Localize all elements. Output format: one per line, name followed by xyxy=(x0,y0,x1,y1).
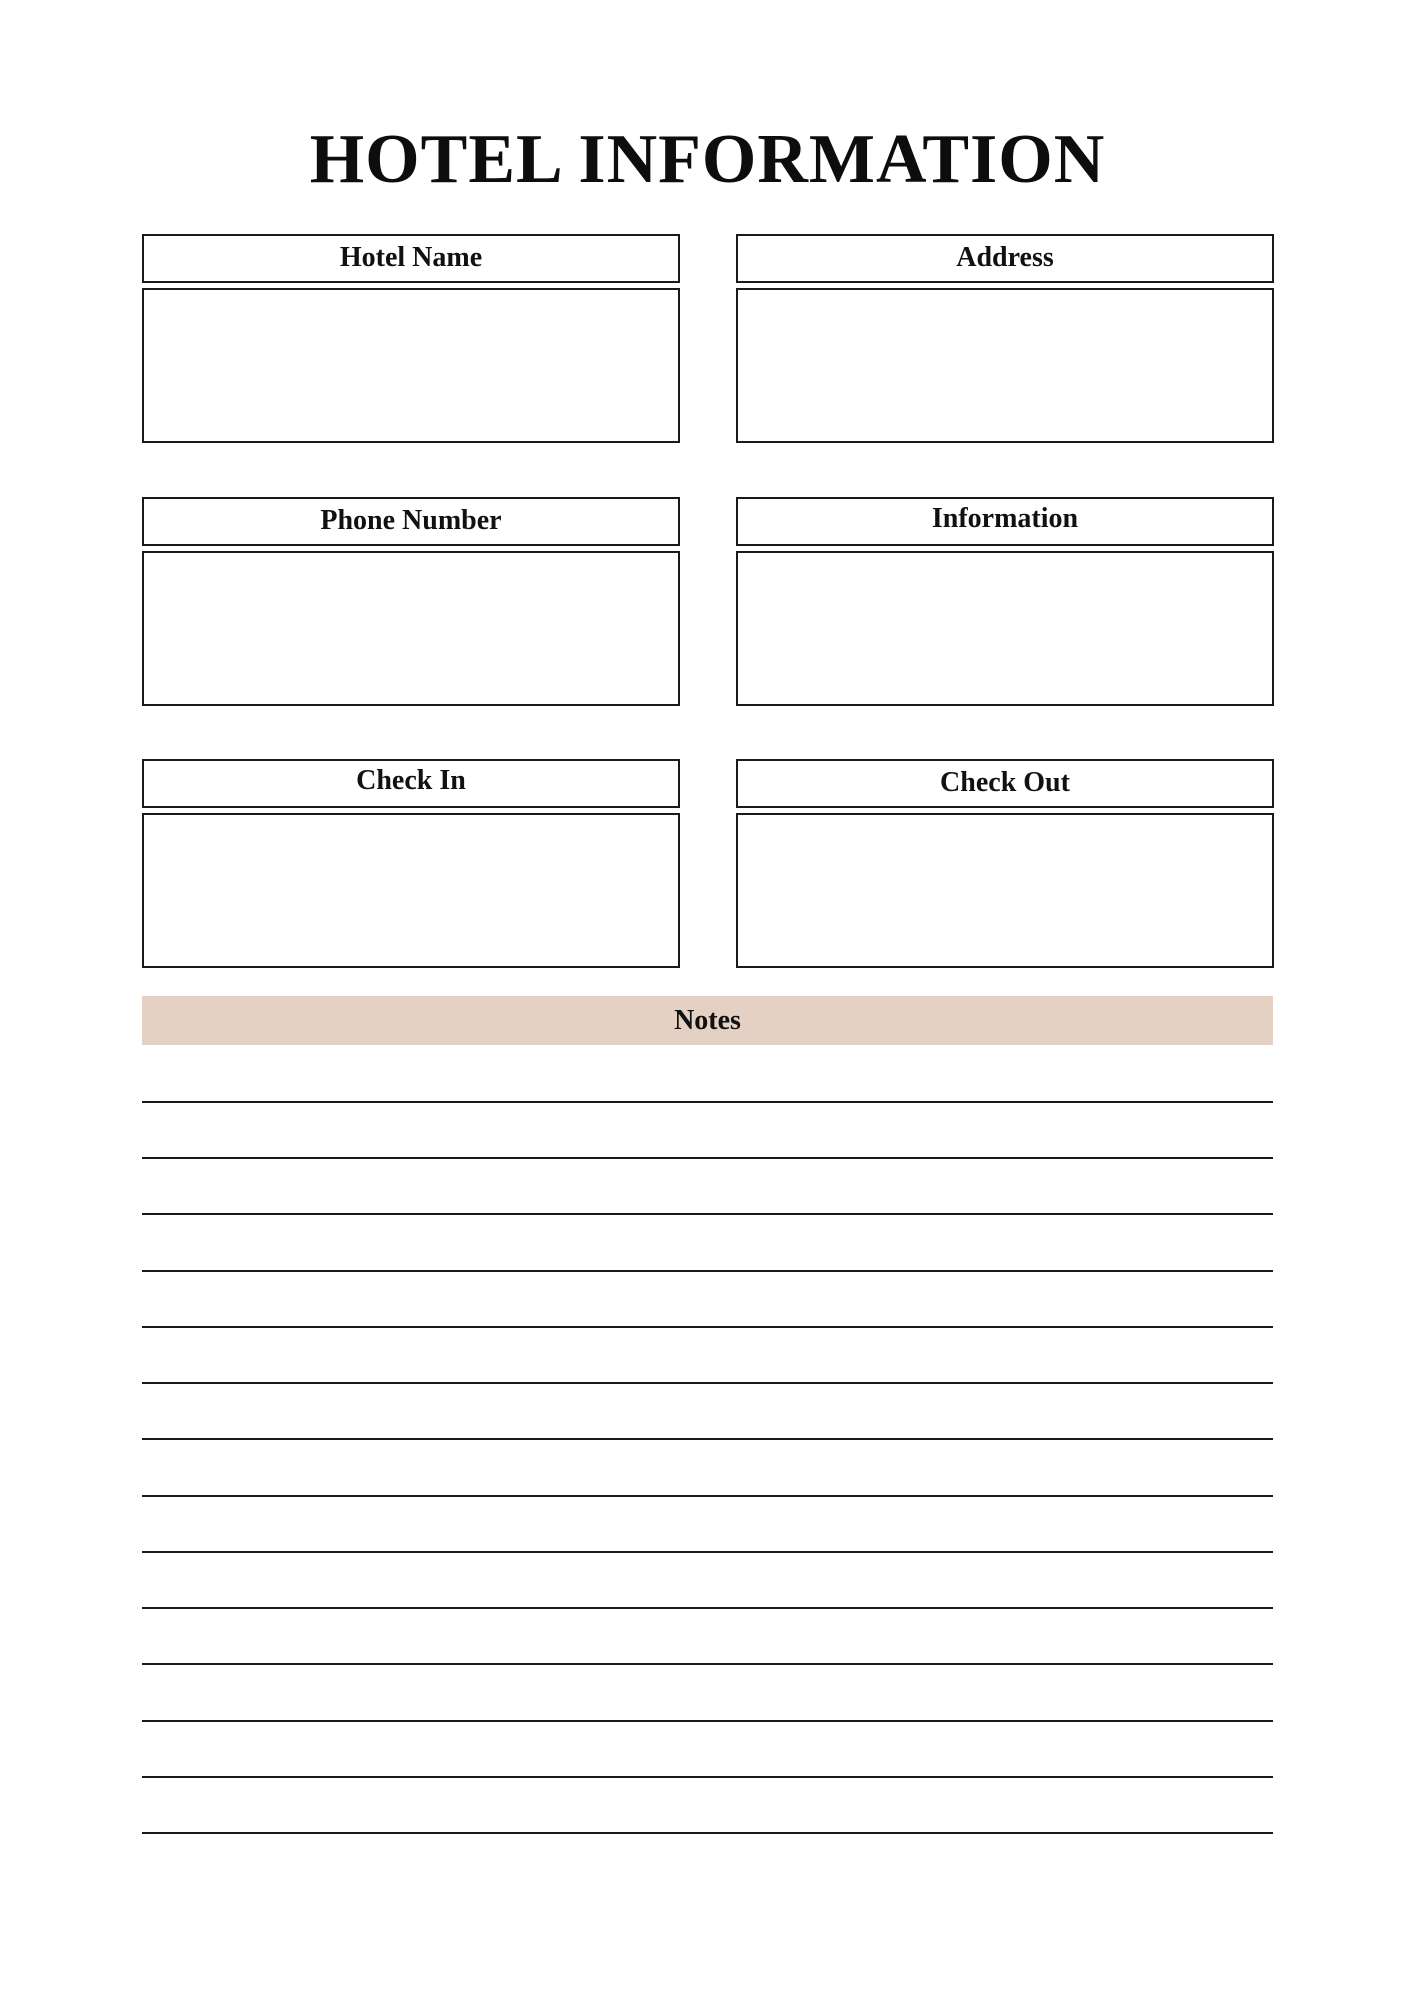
page-title: HOTEL INFORMATION xyxy=(309,121,1106,198)
note-line[interactable] xyxy=(142,1720,1273,1722)
note-line[interactable] xyxy=(142,1157,1273,1159)
note-line[interactable] xyxy=(142,1326,1273,1328)
hotel-name-field[interactable] xyxy=(142,288,680,443)
note-line[interactable] xyxy=(142,1495,1273,1497)
note-line[interactable] xyxy=(142,1607,1273,1609)
note-line[interactable] xyxy=(142,1270,1273,1272)
note-line[interactable] xyxy=(142,1776,1273,1778)
hotel-name-label: Hotel Name xyxy=(142,234,680,283)
check-out-label: Check Out xyxy=(736,759,1274,808)
check-in-field[interactable] xyxy=(142,813,680,968)
note-line[interactable] xyxy=(142,1213,1273,1215)
note-line[interactable] xyxy=(142,1101,1273,1103)
notes-header: Notes xyxy=(142,996,1273,1045)
address-label: Address xyxy=(736,234,1274,283)
phone-number-field[interactable] xyxy=(142,551,680,706)
check-out-field[interactable] xyxy=(736,813,1274,968)
address-field[interactable] xyxy=(736,288,1274,443)
note-line[interactable] xyxy=(142,1663,1273,1665)
phone-number-label: Phone Number xyxy=(142,497,680,546)
note-line[interactable] xyxy=(142,1832,1273,1834)
note-line[interactable] xyxy=(142,1382,1273,1384)
note-line[interactable] xyxy=(142,1438,1273,1440)
check-in-label: Check In xyxy=(142,759,680,808)
information-field[interactable] xyxy=(736,551,1274,706)
information-label: Information xyxy=(736,497,1274,546)
note-line[interactable] xyxy=(142,1551,1273,1553)
